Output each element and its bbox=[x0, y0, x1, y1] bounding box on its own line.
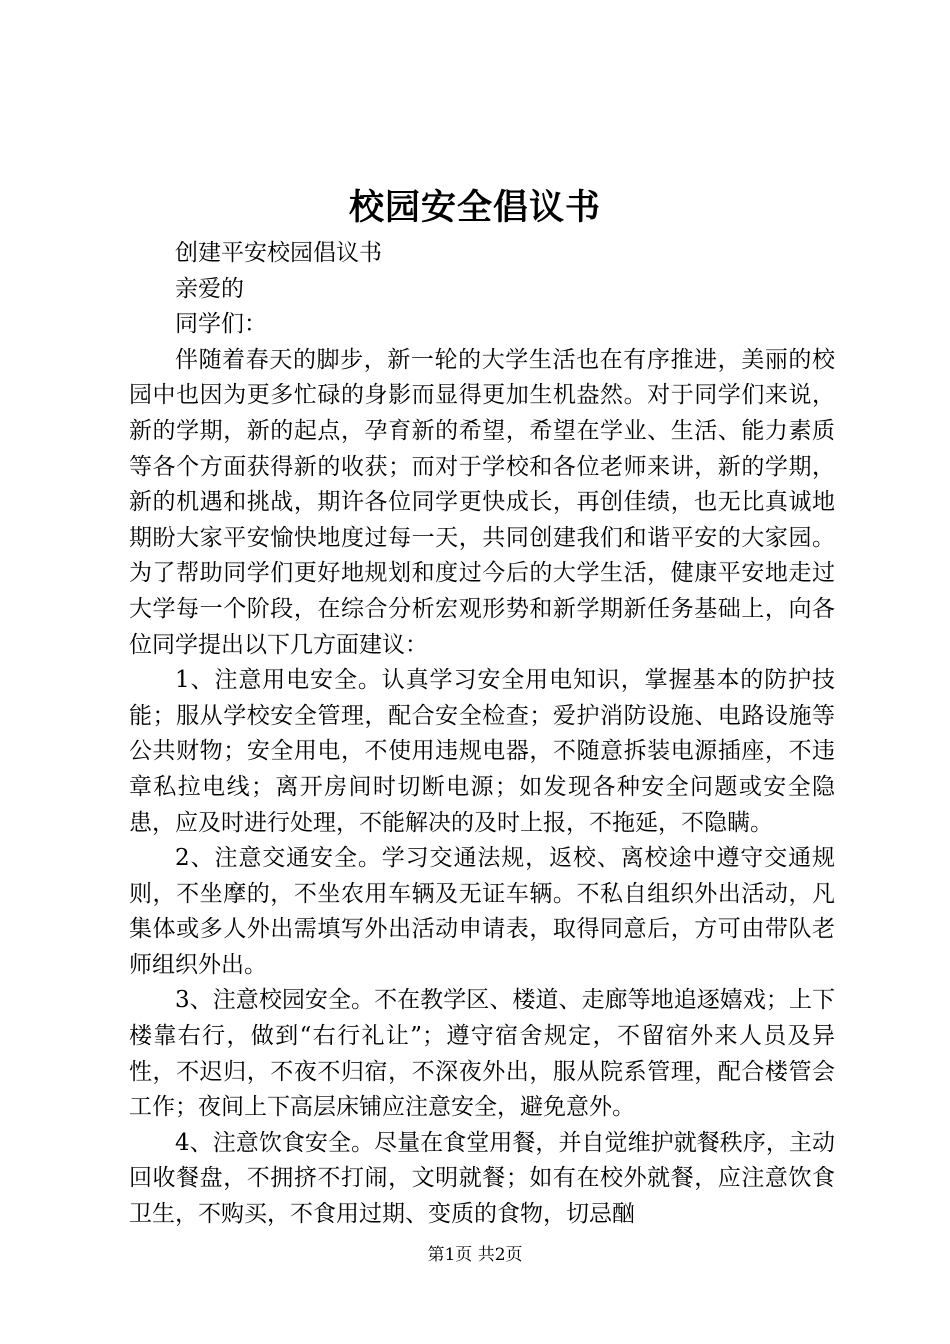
paragraph-item-3: 3、注意校园安全。不在教学区、楼道、走廊等地追逐嬉戏；上下楼靠右行，做到“右行礼让”；遵守宿舍规定，不留宿外来人员及异性，不迟归，不夜不归宿，不深夜外出，服从院系管理，配合楼管会工作；夜间上下高层床铺应注意安全，避免意外。 bbox=[129, 987, 835, 1121]
paragraph-salutation-cont: 同学们： bbox=[175, 311, 267, 338]
document-body bbox=[129, 236, 835, 1233]
paragraph-item-4: 4、注意饮食安全。尽量在食堂用餐，并自觉维护就餐秩序，主动回收餐盘，不拥挤不打闹，文明就餐；如有在校外就餐，应注意饮食卫生，不购买，不食用过期、变质的食物，切忌酗 bbox=[129, 1129, 835, 1228]
paragraph-item-2: 2、注意交通安全。学习交通法规，返校、离校途中遵守交通规则，不坐摩的，不坐农用车辆及无证车辆。不私自组织外出活动，凡集体或多人外出需填写外出活动申请表，取得同意后，方可由带队老师组织外出。 bbox=[129, 845, 835, 978]
paragraph-heading: 创建平安校园倡议书 bbox=[175, 240, 382, 266]
document-title: 校园安全倡议书 bbox=[348, 187, 601, 228]
paragraph-item-1: 1、注意用电安全。认真学习安全用电知识，掌握基本的防护技能；服从学校安全管理，配合安全检查；爱护消防设施、电路设施等公共财物；安全用电，不使用违规电器，不随意拆装电源插座，不违章私拉电线；离开房间时切断电源；如发现各种安全问题或安全隐患，应及时进行处理，不能解决的及时上报，不拖延，不隐瞒。 bbox=[129, 667, 835, 836]
page-footer: 第1页 共2页 bbox=[427, 1245, 523, 1265]
paragraph-intro: 伴随着春天的脚步，新一轮的大学生活也在有序推进，美丽的校园中也因为更多忙碌的身影而显得更加生机盎然。对于同学们来说，新的学期，新的起点，孕育新的希望，希望在学业、生活、能力素质等各个方面获得新的收获；而对于学校和各位老师来讲，新的学期，新的机遇和挑战，期许各位同学更快成长，再创佳绩，也无比真诚地期盼大家平安愉快地度过每一天，共同创建我们和谐平安的大家园。为了帮助同学们更好地规划和度过今后的大学生活，健康平安地走过大学每一个阶段，在综合分析宏观形势和新学期新任务基础上，向各位同学提出以下几方面建议： bbox=[129, 346, 835, 658]
paragraph-salutation: 亲爱的 bbox=[175, 275, 244, 302]
